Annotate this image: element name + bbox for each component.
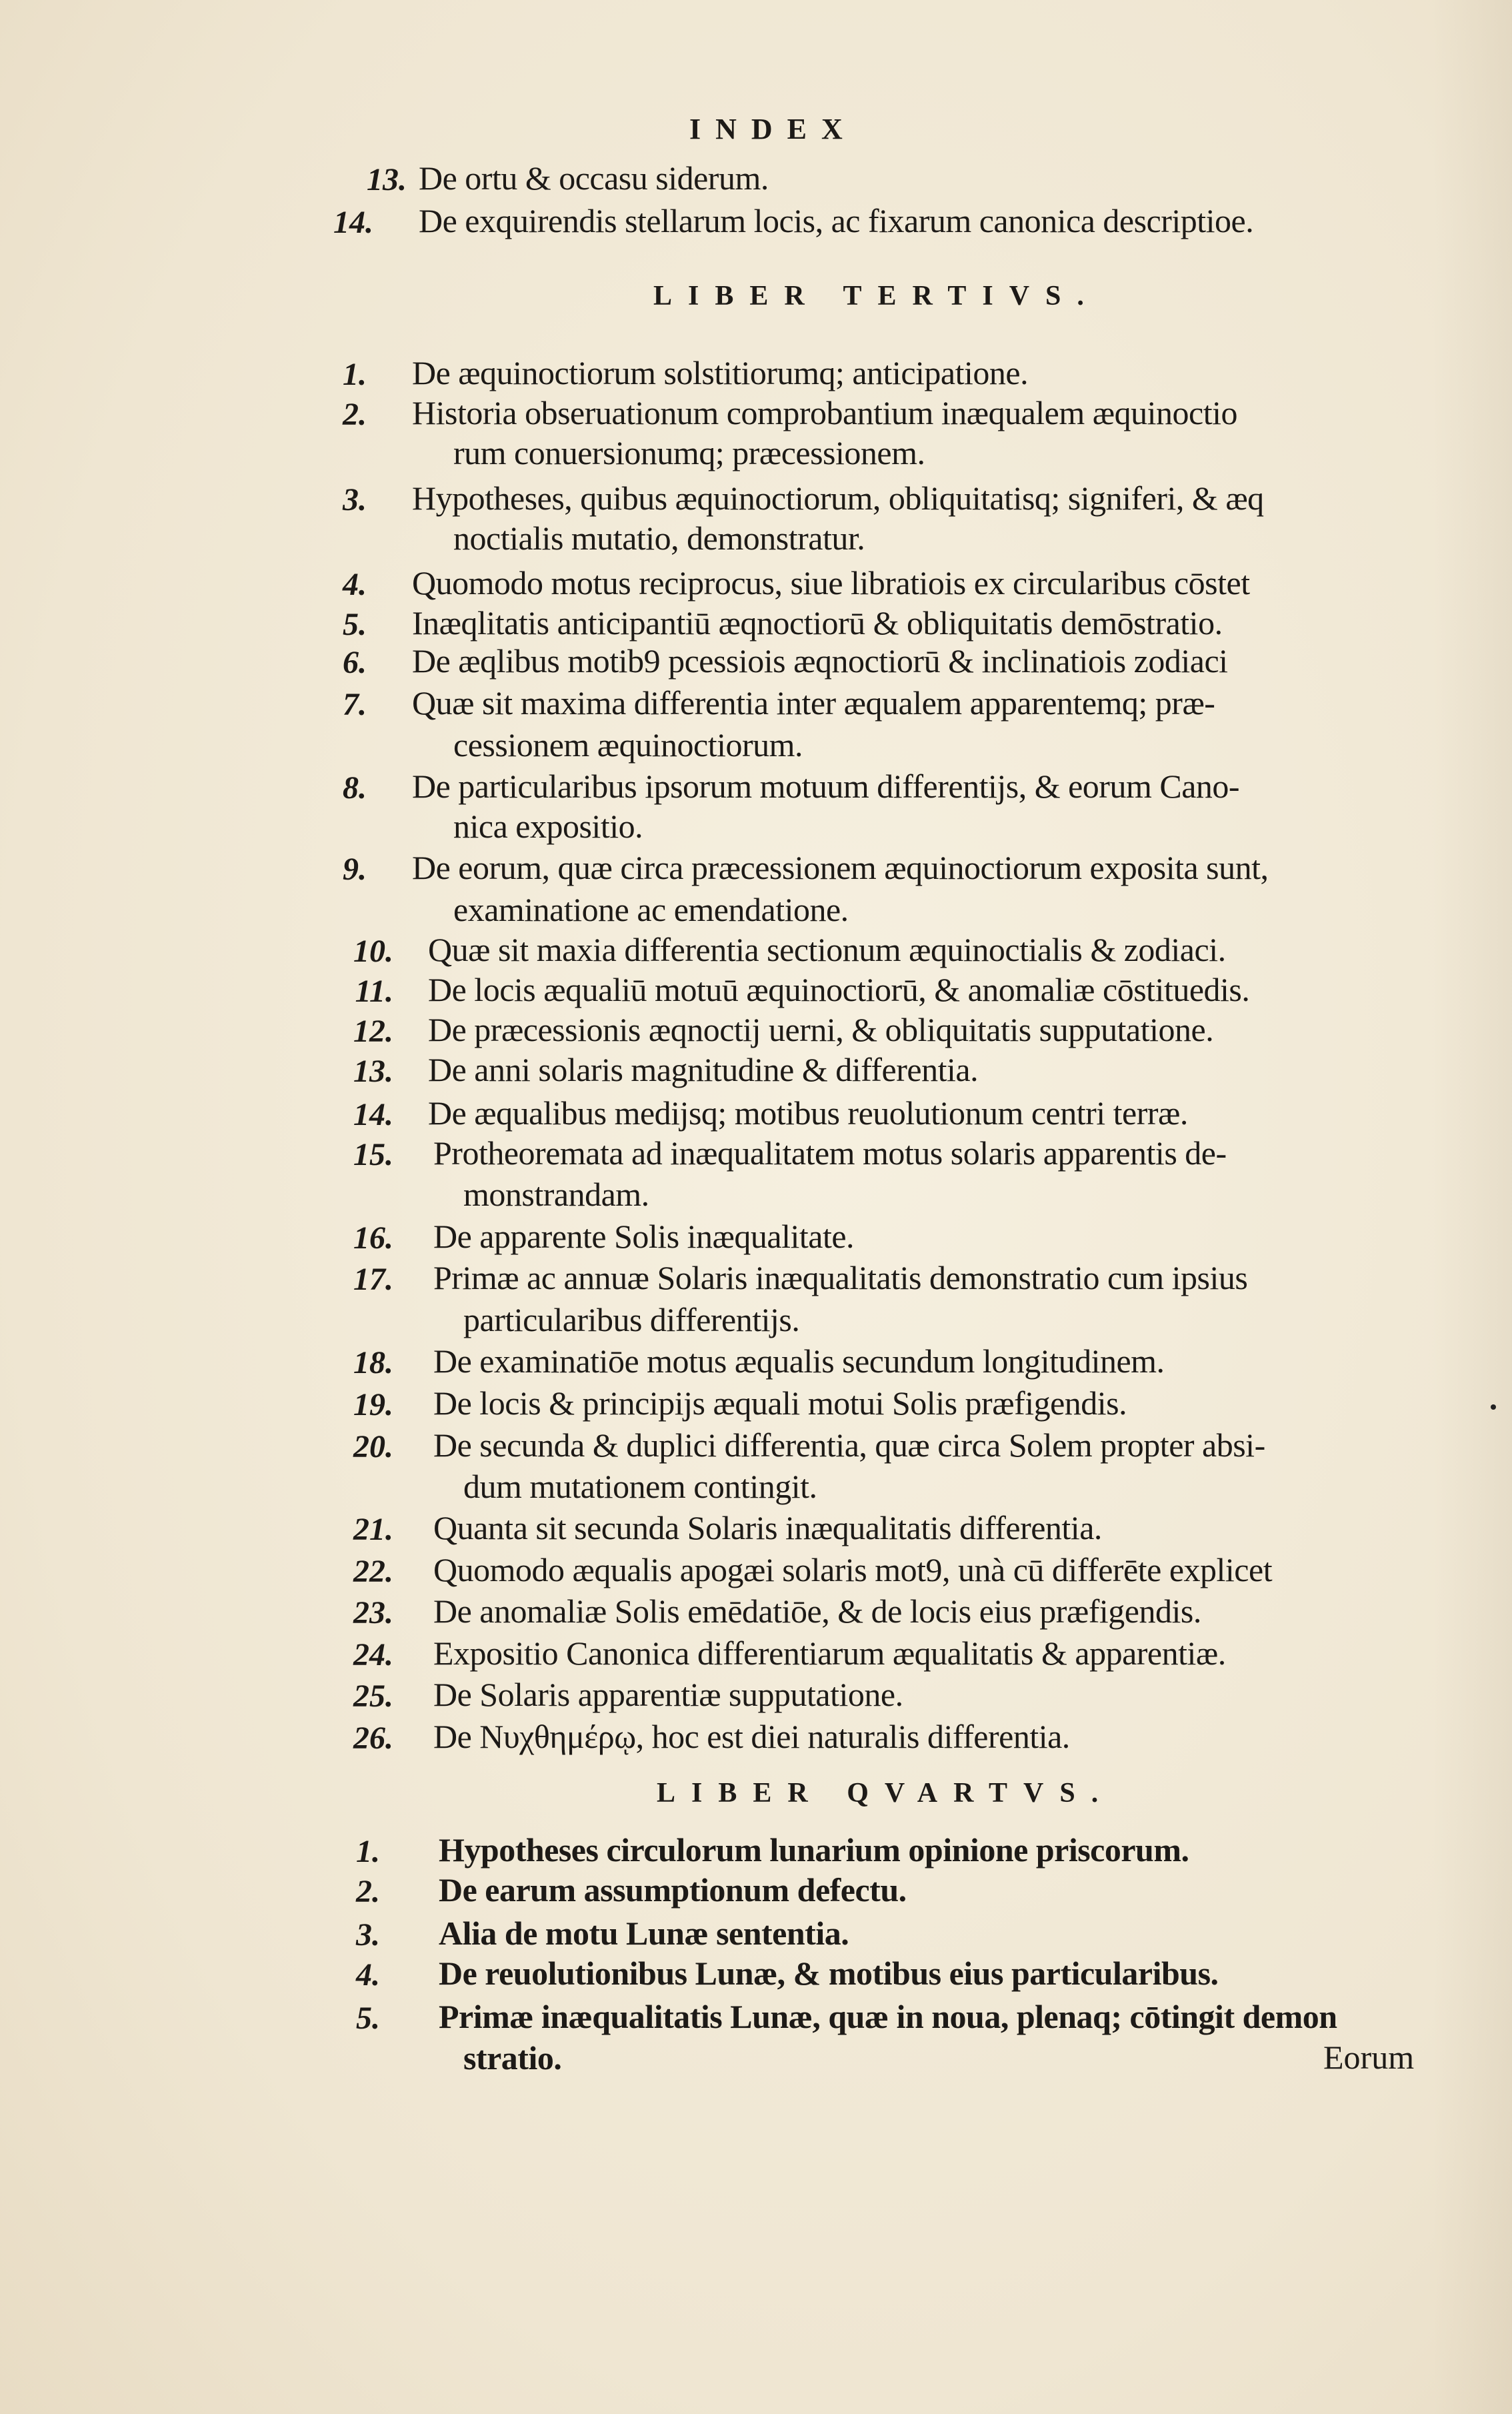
entry-continuation: cessionem æquinoctiorum. [453, 726, 803, 764]
index-entry [0, 563, 1512, 606]
entry-text: De apparente Solis inæqualitate. [433, 1218, 855, 1255]
entry-number: 4. [343, 567, 367, 602]
index-entry [0, 1094, 1512, 1136]
entry-text: De examinatiōe motus æqualis secundum longitudinem. [433, 1342, 1165, 1380]
index-entry [0, 604, 1512, 646]
index-entry [0, 642, 1512, 684]
entry-number: 2. [356, 1874, 380, 1909]
entry-text: De ortu & occasu siderum. [419, 159, 769, 197]
entry-continuation: noctialis mutatio, demonstratur. [453, 519, 865, 557]
entry-text: Primæ inæqualitatis Lunæ, quæ in noua, plenaq; cōtingit demon [439, 1998, 1337, 2035]
entry-text: De æqualibus medijsq; motibus reuolutionum centri terræ. [428, 1094, 1188, 1132]
index-entry [0, 848, 1512, 891]
index-entry [0, 159, 1512, 201]
index-entry [0, 1592, 1512, 1634]
entry-number: 13. [353, 1054, 393, 1089]
entry-number: 1. [343, 357, 367, 392]
entry-continuation: dum mutationem contingit. [463, 1468, 817, 1505]
entry-text: Inæqlitatis anticipantiū æqnoctiorū & obliquitatis demōstratio. [412, 604, 1223, 642]
entry-number: 18. [353, 1345, 393, 1380]
page-header: INDEX [689, 113, 857, 145]
entry-number: 10. [353, 934, 393, 969]
entry-number: 23. [353, 1595, 393, 1630]
entry-text: Protheoremata ad inæqualitatem motus solaris apparentis de- [433, 1134, 1227, 1172]
index-entry [0, 479, 1512, 521]
section-title-book4: LIBER QVARTVS. [657, 1778, 1115, 1808]
entry-continuation: stratio. [463, 2039, 562, 2077]
index-entry [0, 1508, 1512, 1551]
index-entry [0, 1426, 1512, 1468]
entry-number: 25. [353, 1678, 393, 1714]
entry-number: 19. [353, 1387, 393, 1422]
index-entry [0, 393, 1512, 436]
entry-number: 1. [356, 1834, 380, 1869]
entry-text: De eorum, quæ circa præcessionem æquinoctiorum exposita sunt, [412, 849, 1269, 886]
index-entry [0, 1342, 1512, 1384]
entry-text: De earum assumptionum defectu. [439, 1871, 907, 1909]
index-entry [0, 930, 1512, 973]
catchword: Eorum [1323, 2039, 1415, 2076]
entry-number: 24. [353, 1637, 393, 1672]
entry-text: De secunda & duplici differentia, quæ circa Solem propter absi- [433, 1426, 1265, 1464]
index-entry [0, 1550, 1512, 1593]
index-entry [0, 1954, 1512, 1997]
entry-text: De Solaris apparentiæ supputatione. [433, 1676, 903, 1713]
entry-text: Quæ sit maxima differentia inter æqualem apparentemq; præ- [412, 684, 1215, 722]
entry-continuation: particularibus differentijs. [463, 1301, 800, 1338]
entry-continuation: monstrandam. [463, 1176, 649, 1213]
entry-text: De exquirendis stellarum locis, ac fixarum canonica descriptioe. [419, 202, 1254, 239]
entry-number: 6. [343, 645, 367, 680]
entry-text: De particularibus ipsorum motuum differentijs, & eorum Cano- [412, 768, 1240, 805]
entry-text: Quomodo æqualis apogæi solaris mot9, unà cū differēte explicet [433, 1551, 1273, 1588]
index-entry [0, 684, 1512, 726]
index-entry [0, 1384, 1512, 1426]
entry-text: De præcessionis æqnoctij uerni, & obliquitatis supputatione. [428, 1011, 1214, 1048]
entry-text: Primæ ac annuæ Solaris inæqualitatis demonstratio cum ipsius [433, 1259, 1248, 1296]
entry-number: 8. [343, 770, 367, 806]
index-entry [0, 1831, 1512, 1873]
entry-number: 13. [367, 162, 407, 197]
index-entry [0, 1997, 1512, 2040]
entry-text: Expositio Canonica differentiarum æqualitatis & apparentiæ. [433, 1634, 1226, 1672]
index-entry [0, 1717, 1512, 1760]
ink-speck [1491, 1404, 1496, 1410]
index-entry [0, 1871, 1512, 1913]
entry-number: 26. [353, 1720, 393, 1756]
entry-number: 16. [353, 1220, 393, 1256]
index-entry [0, 353, 1512, 396]
entry-number: 2. [343, 397, 367, 432]
entry-text: De locis æqualiū motuū æquinoctiorū, & anomaliæ cōstituedis. [428, 971, 1250, 1008]
entry-number: 9. [343, 852, 367, 887]
entry-text: Hypotheses circulorum lunarium opinione priscorum. [439, 1831, 1189, 1869]
index-entry [0, 1050, 1512, 1093]
index-entry [0, 201, 1512, 244]
entry-number: 14. [333, 205, 373, 240]
entry-number: 4. [356, 1957, 380, 1993]
index-entry [0, 767, 1512, 810]
entry-number: 5. [356, 2001, 380, 2036]
entry-text: Historia obseruationum comprobantium inæqualem æquinoctio [412, 394, 1237, 431]
entry-number: 15. [353, 1137, 393, 1172]
entry-text: Quanta sit secunda Solaris inæqualitatis differentia. [433, 1509, 1102, 1546]
entry-text: De anni solaris magnitudine & differentia. [428, 1051, 979, 1088]
entry-number: 12. [353, 1014, 393, 1049]
entry-continuation: examinatione ac emendatione. [453, 891, 849, 928]
entry-number: 21. [353, 1512, 393, 1547]
entry-text: Quæ sit maxia differentia sectionum æquinoctialis & zodiaci. [428, 931, 1226, 968]
entry-number: 17. [353, 1262, 393, 1297]
index-entry [0, 1634, 1512, 1676]
entry-text: Quomodo motus reciprocus, siue libratiois ex circularibus cōstet [412, 564, 1250, 601]
entry-text: De anomaliæ Solis emēdatiōe, & de locis eius præfigendis. [433, 1592, 1201, 1630]
entry-number: 7. [343, 687, 367, 722]
entry-number: 3. [343, 482, 367, 517]
entry-text: De æquinoctiorum solstitiorumq; anticipatione. [412, 354, 1029, 391]
entry-number: 20. [353, 1429, 393, 1464]
entry-text: De æqlibus motib9 pcessiois æqnoctiorū & inclinatiois zodiaci [412, 642, 1228, 680]
entry-text: Hypotheses, quibus æquinoctiorum, obliquitatisq; signiferi, & æq [412, 479, 1264, 517]
entry-continuation: rum conuersionumq; præcessionem. [453, 434, 925, 471]
entry-number: 11. [355, 974, 393, 1009]
section-title-book3: LIBER TERTIVS. [653, 281, 1100, 311]
entry-continuation: nica expositio. [453, 808, 643, 845]
index-entry [0, 1258, 1512, 1301]
entry-text: Alia de motu Lunæ sententia. [439, 1915, 849, 1952]
entry-number: 5. [343, 607, 367, 642]
index-entry [0, 1010, 1512, 1053]
index-entry [0, 1217, 1512, 1260]
entry-number: 3. [356, 1917, 380, 1953]
index-entry [0, 1914, 1512, 1957]
entry-number: 22. [353, 1554, 393, 1589]
index-entry [0, 1675, 1512, 1718]
index-entry [0, 970, 1512, 1013]
entry-number: 14. [353, 1097, 393, 1132]
entry-text: De Νυχθημέρῳ, hoc est diei naturalis differentia. [433, 1718, 1070, 1755]
index-entry [0, 1134, 1512, 1176]
entry-text: De reuolutionibus Lunæ, & motibus eius particularibus. [439, 1955, 1219, 1992]
entry-text: De locis & principijs æquali motui Solis præfigendis. [433, 1384, 1127, 1422]
